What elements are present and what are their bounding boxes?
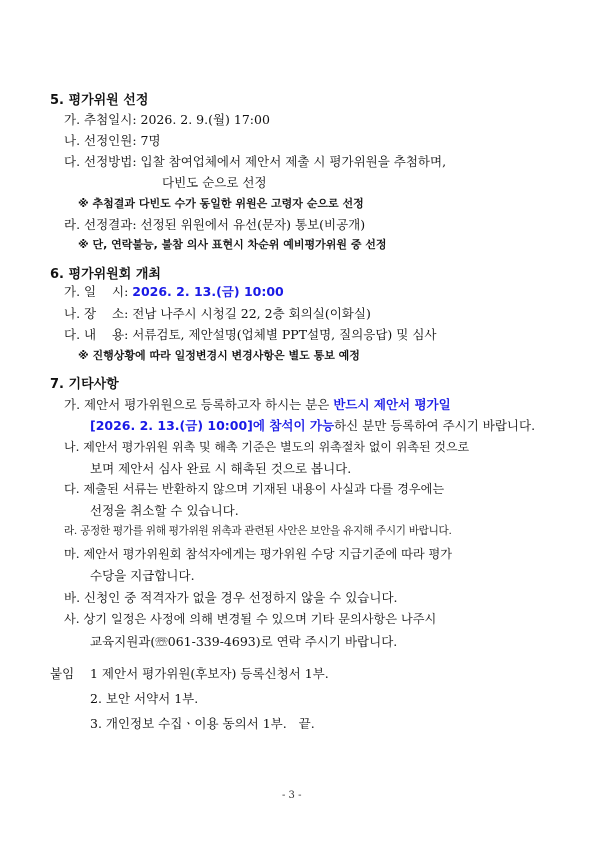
section-6-item-da: 다. 내 용: 서류검토, 제안설명(업체별 PPT설명, 질의응답) 및 심사: [64, 327, 437, 342]
section-7-item-ma-line1: 마. 제안서 평가위원회 참석자에게는 평가위원 수당 지급기준에 따라 평가: [64, 547, 453, 561]
section-5-item-ra: 라. 선정결과: 선정된 위원에서 유선(문자) 통보(비공개): [64, 217, 366, 232]
section-7-item-ga-line1: [64, 395, 451, 413]
section-7-item-ma-line2: 수당을 지급합니다.: [90, 568, 195, 583]
section-7-item-ra: 라. 공정한 평가를 위해 평가위원 위촉과 관련된 사안은 보안을 유지해 주시기 바랍니다.: [64, 525, 452, 537]
section-5-item-ga: 가. 추첨일시: 2026. 2. 9.(월) 17:00: [64, 112, 270, 127]
section-7-item-ga-emphasis-1: 반드시 제안서 평가일: [333, 397, 451, 412]
section-7-item-da-line1: 다. 제출된 서류는 반환하지 않으며 기재된 내용이 사실과 다를 경우에는: [64, 482, 445, 496]
section-7-item-ga-line2: [90, 416, 535, 434]
section-5-item-da-cont: 다빈도 순으로 선정: [162, 175, 267, 190]
section-5-note-1: ※ 추첨결과 다빈도 수가 동일한 위원은 고령자 순으로 선정: [78, 197, 364, 210]
section-7-item-ga-emphasis-2: [2026. 2. 13.(금) 10:00]에 참석이 가능: [90, 418, 335, 433]
section-6-note: ※ 진행상황에 따라 일정변경시 변경사항은 별도 통보 예정: [78, 349, 360, 362]
section-6-item-na: 나. 장 소: 전남 나주시 시청길 22, 2층 회의실(이화실): [64, 306, 371, 321]
section-7-item-da-line2: 선정을 취소할 수 있습니다.: [90, 503, 239, 518]
attachment-item-3: 3. 개인정보 수집ㆍ이용 동의서 1부. 끝.: [90, 716, 315, 731]
section-5-item-na: 나. 선정인원: 7명: [64, 133, 161, 148]
section-6-item-ga-label: 가. 일 시:: [64, 284, 133, 299]
section-7-item-ga-suffix: 하신 분만 등록하여 주시기 바랍니다.: [334, 418, 536, 433]
section-7-item-na-line1: 나. 제안서 평가위원 위촉 및 해촉 기준은 별도의 위촉절차 없이 위촉된 것으로: [64, 440, 470, 454]
section-7-item-ga-text: 가. 제안서 평가위원으로 등록하고자 하시는 분은: [64, 397, 334, 412]
section-5-item-da: 다. 선정방법: 입찰 참여업체에서 제안서 제출 시 평가위원을 추첨하며,: [64, 154, 447, 169]
section-7-item-na-line2: 보며 제안서 심사 완료 시 해촉된 것으로 봅니다.: [90, 461, 352, 476]
section-7-item-sa-line2: 교육지원과(☏061-339-4693)로 연락 주시기 바랍니다.: [90, 634, 398, 649]
section-6-heading: 6. 평가위원회 개최: [50, 267, 161, 282]
section-6-date-emphasis: 2026. 2. 13.(금) 10:00: [132, 284, 284, 299]
attachment-item-2: 2. 보안 서약서 1부.: [90, 691, 199, 706]
section-7-heading: 7. 기타사항: [50, 377, 119, 392]
section-7-item-ba: 바. 신청인 중 적격자가 없을 경우 선정하지 않을 수 있습니다.: [64, 590, 398, 605]
page-number: - 3 -: [282, 790, 302, 801]
attachment-item-1: 1 제안서 평가위원(후보자) 등록신청서 1부.: [90, 666, 329, 681]
section-5-note-2: ※ 단, 연락불능, 불참 의사 표현시 차순위 예비평가위원 중 선정: [78, 238, 387, 251]
section-6-item-ga: [64, 282, 284, 300]
section-7-item-sa-line1: 사. 상기 일정은 사정에 의해 변경될 수 있으며 기타 문의사항은 나주시: [64, 612, 437, 626]
section-5-heading: 5. 평가위원 선정: [50, 93, 149, 108]
attachments-label: 붙임: [50, 666, 75, 681]
